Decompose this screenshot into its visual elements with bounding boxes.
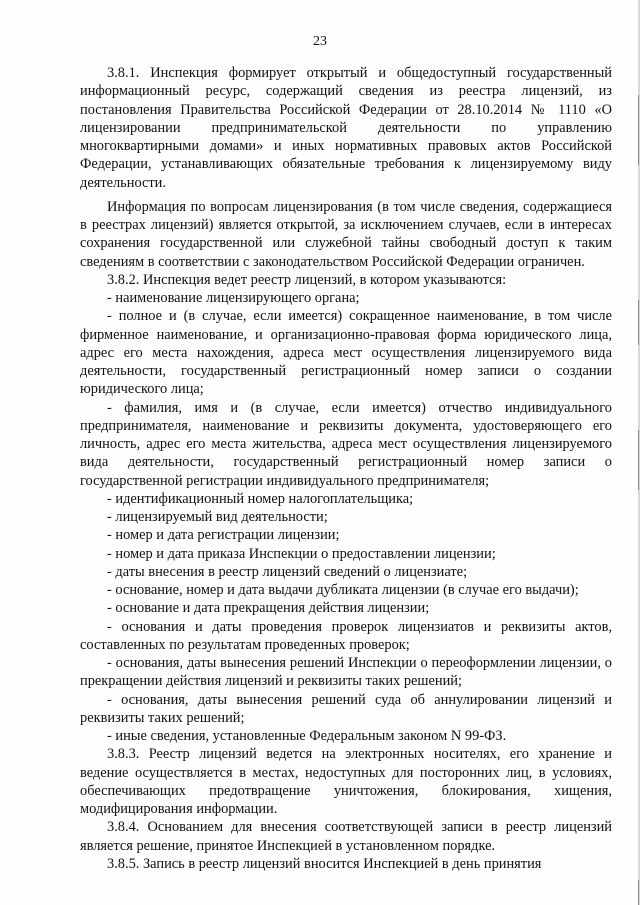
list-item: - номер и дата регистрации лицензии; [107,527,340,544]
page-number: 23 [313,34,327,49]
paragraph-3-8-3: 3.8.3. Реестр лицензий ведется на электронных носителях, его хранение и ведение осуществляется в местах, недоступных для посторонних лиц, в условиях, обеспечивающих предотвращение уничтожения, блокирования, хищения, модифицирования информации. [80,746,612,817]
scan-edge-mark [638,300,639,345]
paragraph-3-8-1: 3.8.1. Инспекция формирует открытый и общедоступный государственный информационный ресурс, содержащий сведения из реестра лицензий, из постановления Правительства Российской Федерации от 28.10.2014 № 1110 «О лицензировании предпринимательской деятельности по управлению многоквартирными домами» и иных нормативных правовых актов Российской Федерации, устанавливающих обязательные требования к лицензируемому виду деятельности. [80,65,612,191]
list-item: - идентификационный номер налогоплательщика; [107,490,414,507]
paragraph-3-8-5: 3.8.5. Запись в реестр лицензий вносится Инспекцией в день принятия [107,855,542,872]
list-item: - основания и даты проведения проверок лицензиатов и реквизиты актов, составленных по результатам проведенных проверок; [80,618,612,653]
paragraph-3-8-2: 3.8.2. Инспекция ведет реестр лицензий, в котором указываются: [107,271,507,288]
scan-edge-mark [638,880,639,905]
list-item: - наименование лицензирующего органа; [107,290,360,306]
scan-edge-mark [638,430,639,490]
list-item: - фамилия, имя и (в случае, если имеется) отчество индивидуального предпринимателя, наименование и реквизиты документа, удостоверяющего его личность, адрес его места жительства, адреса мест осуществления лицензируемого вида деятельности, государственный регистрационный номер записи о государственной регистрации индивидуального предпринимателя; [80,399,612,489]
paragraph-3-8-4: 3.8.4. Основанием для внесения соответствующей записи в реестр лицензий является решение, принятое Инспекцией в установленном порядке. [80,819,612,854]
list-item: - основания, даты вынесения решений Инспекции о переоформлении лицензии, о прекращении действия лицензий и реквизиты таких решений; [80,655,612,690]
list-item: - лицензируемый вид деятельности; [107,509,328,525]
list-item: - номер и дата приказа Инспекции о предоставлении лицензии; [107,545,496,562]
document-body [80,64,612,873]
list-item: - полное и (в случае, если имеется) сокращенное наименование, в том числе фирменное наименование, и организационно-правовая форма юридического лица, адрес его места нахождения, адреса мест осуществления лицензируемого вида деятельности, государственный регистрационный номер записи о создании юридического лица; [80,308,612,398]
scan-edge-mark [638,95,639,165]
list-item: - основания, даты вынесения решений суда об аннулировании лицензий и реквизиты таких решений; [80,691,612,726]
list-item: - иные сведения, установленные Федеральным законом N 99-ФЗ. [107,728,507,744]
paragraph-information-access: Информация по вопросам лицензирования (в том числе сведения, содержащиеся в реестрах лицензий) является открытой, за исключением случаев, если в интересах сохранения государственной или служебной тайны свободный доступ к таким сведениям в соответствии с законодательством Российской Федерации ограничен. [80,198,612,270]
list-item: - основание, номер и дата выдачи дубликата лицензии (в случае его выдачи); [107,582,579,598]
list-item: - основание и дата прекращения действия лицензии; [107,600,430,617]
list-item: - даты внесения в реестр лицензий сведений о лицензиате; [107,563,468,580]
